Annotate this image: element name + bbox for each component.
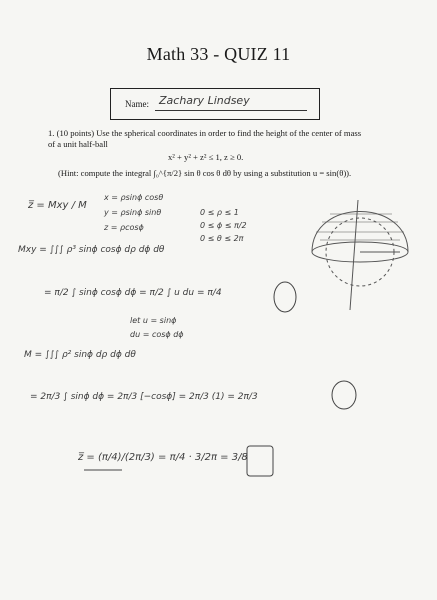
hemisphere-sketch xyxy=(312,200,408,310)
page-title: Math 33 - QUIZ 11 xyxy=(146,44,291,64)
coord-z: z = ρcosϕ xyxy=(104,223,144,232)
coord-y: y = ρsinϕ sinθ xyxy=(104,208,162,217)
final-answer-box xyxy=(247,446,273,476)
answer-circles xyxy=(247,282,356,476)
coord-x: x = ρsinϕ cosθ xyxy=(104,193,164,202)
m-answer-circle xyxy=(332,381,356,409)
m-computation: = 2π/3 ∫ sinϕ dϕ = 2π/3 [−cosϕ] = 2π/3 (1) = 2π/3 xyxy=(30,392,258,402)
problem-statement: 1. (10 points) Use the spherical coordinates in order to find the height of the center of mass of a unit half-ball xyxy=(48,128,362,149)
student-name: Zachary Lindsey xyxy=(159,94,250,107)
name-label: Name: xyxy=(125,99,149,109)
mxy-computation: = π/2 ∫ sinϕ cosϕ dϕ = π/2 ∫ u du = π/4 xyxy=(44,288,222,298)
substitution-du: du = cosϕ dϕ xyxy=(130,330,184,339)
zbar-definition: z̅ = Mxy / M xyxy=(28,200,87,211)
bound-phi: 0 ≤ ϕ ≤ π/2 xyxy=(200,221,247,230)
bound-theta: 0 ≤ θ ≤ 2π xyxy=(200,234,244,243)
mxy-integral: Mxy = ∫∫∫ ρ³ sinϕ cosϕ dρ dϕ dθ xyxy=(18,245,165,255)
problem-equation: x² + y² + z² ≤ 1, z ≥ 0. xyxy=(168,152,244,162)
m-integral: M = ∫∫∫ ρ² sinϕ dρ dϕ dθ xyxy=(24,350,136,360)
mxy-answer-circle xyxy=(274,282,296,312)
substitution-u: let u = sinϕ xyxy=(130,316,177,325)
zbar-result: z̅ = (π/4)/(2π/3) = π/4 · 3/2π = 3/8 xyxy=(78,452,248,463)
problem-hint: (Hint: compute the integral ∫₀^{π/2} sin θ cos θ dθ by using a substitution u = sin(θ)). xyxy=(58,168,352,178)
bound-rho: 0 ≤ ρ ≤ 1 xyxy=(200,208,239,217)
